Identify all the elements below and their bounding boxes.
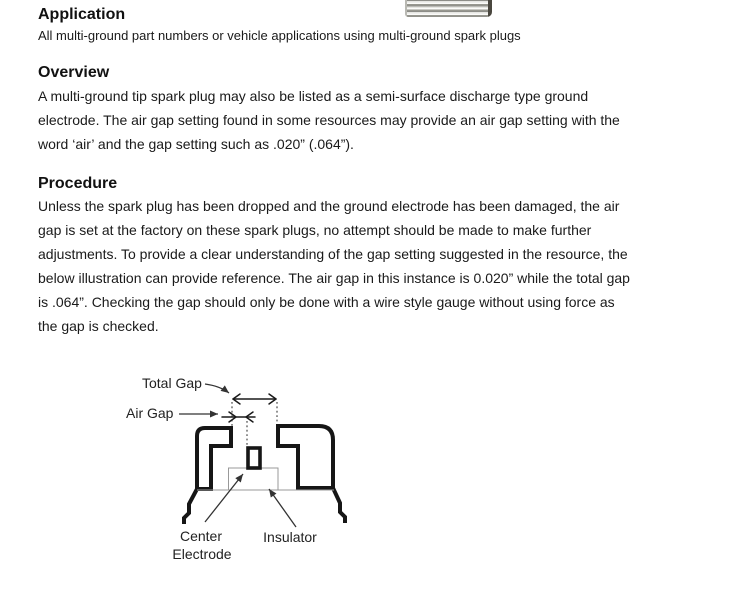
section-heading-procedure: Procedure [38, 175, 118, 192]
paragraph-line: Unless the spark plug has been dropped and the ground electrode has been damaged, the air [38, 198, 620, 214]
center-electrode-shape [248, 448, 260, 468]
paragraph-line: gap is set at the factory on these spark plugs, no attempt should be made to make further [38, 222, 592, 238]
right-ground-electrode [278, 426, 333, 488]
spark-plug-photo-fragment [405, 0, 492, 17]
paragraph-line: A multi-ground tip spark plug may also be listed as a semi-surface discharge type ground [38, 88, 589, 104]
paragraph-line: word ‘air’ and the gap setting such as .020” (.064”). [38, 136, 354, 152]
center-electrode-label-line1: Center [179, 528, 223, 544]
total-gap-pointer-arrow [205, 384, 229, 393]
insulator-pointer-arrow [269, 489, 296, 527]
paragraph-line: below illustration can provide reference. The air gap in this instance is 0.020” while the total gap [38, 270, 630, 286]
shell-left-edge [184, 489, 197, 524]
paragraph-line: is .064”. Checking the gap should only be done with a wire style gauge without using force as [38, 294, 615, 310]
section-heading-application: Application [38, 6, 126, 23]
paragraph-line: the gap is checked. [38, 318, 159, 334]
center-electrode-label-line2: Electrode [172, 546, 232, 562]
total-gap-label: Total Gap [142, 375, 202, 391]
spark-plug-gap-diagram [115, 370, 365, 570]
section-heading-overview: Overview [38, 64, 110, 81]
total-gap-arrow [233, 394, 276, 404]
dotted-guides [232, 402, 277, 445]
left-ground-electrode [197, 428, 231, 489]
insulator-label: Insulator [263, 529, 317, 545]
insulator-shape [229, 468, 279, 490]
air-gap-label: Air Gap [126, 405, 174, 421]
shell-right-edge [333, 488, 345, 523]
paragraph-line: adjustments. To provide a clear understanding of the gap setting suggested in the resource, the [38, 246, 628, 262]
air-gap-arrow [222, 412, 255, 422]
paragraph-line: electrode. The air gap setting found in some resources may provide an air gap setting with the [38, 112, 620, 128]
paragraph-line: All multi-ground part numbers or vehicle applications using multi-ground spark plugs [38, 28, 521, 43]
